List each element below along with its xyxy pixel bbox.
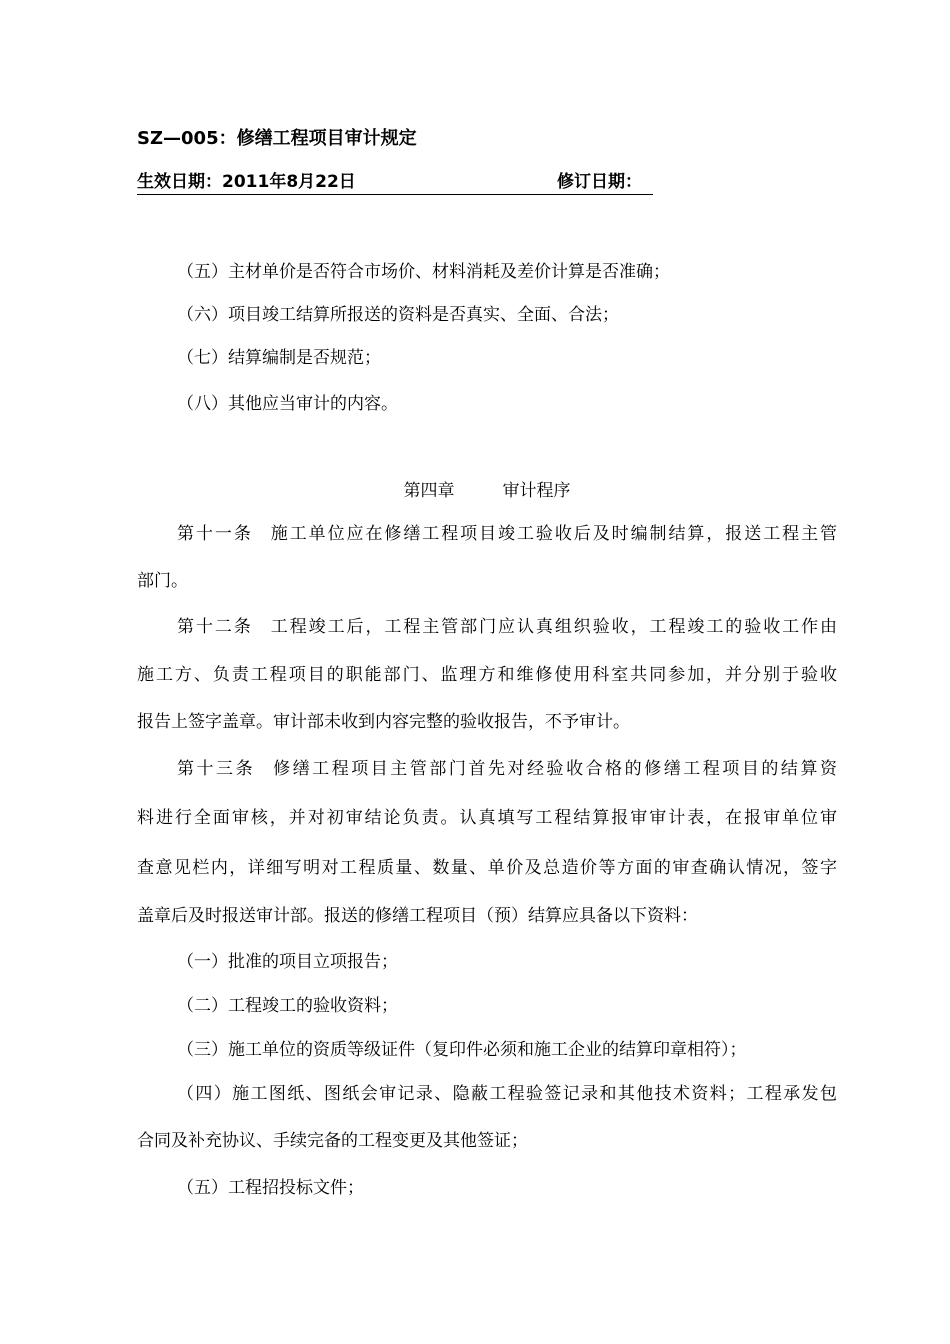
article-12-cont — [137, 661, 837, 689]
list-item-text: （五）工程招投标文件； — [177, 1178, 364, 1198]
document-meta-line — [137, 170, 653, 195]
list-item-cont — [137, 1127, 837, 1155]
chapter-title: 审计程序 — [502, 481, 571, 501]
article-text: 修缮工程项目主管部门首先对经验收合格的修缮工程项目的结算资 — [273, 759, 837, 779]
list-item — [137, 344, 837, 372]
paragraph-line: 料进行全面审核，并对初审结论负责。认真填写工程结算报审审计表，在报审单位审 — [137, 808, 837, 828]
list-item-text: （六）项目竣工结算所报送的资料是否真实、全面、合法； — [177, 305, 619, 325]
article-13 — [137, 755, 837, 783]
list-item — [137, 992, 837, 1020]
list-item-text: （二）工程竣工的验收资料； — [177, 996, 398, 1016]
paragraph-line — [137, 755, 837, 783]
paragraph-line: （四）施工图纸、图纸会审记录、隐蔽工程验签记录和其他技术资料；工程承发包 — [177, 1084, 837, 1104]
paragraph-line: 盖章后及时报送审计部。报送的修缮工程项目（预）结算应具备以下资料： — [137, 906, 698, 926]
article-13-cont — [137, 854, 837, 882]
article-11 — [137, 520, 837, 548]
paragraph-line: 合同及补充协议、手续完备的工程变更及其他签证； — [137, 1131, 528, 1151]
paragraph-line — [137, 520, 837, 548]
article-12 — [137, 613, 837, 641]
list-item — [137, 1080, 837, 1108]
list-item-text: （八）其他应当审计的内容。 — [177, 394, 398, 414]
article-number: 第十三条 — [177, 759, 256, 779]
chapter-heading — [137, 477, 837, 505]
list-item-text: （五）主材单价是否符合市场价、材料消耗及差价计算是否准确； — [177, 262, 670, 282]
chapter-number: 第四章 — [403, 481, 455, 501]
list-item — [137, 258, 837, 286]
article-11-cont — [137, 567, 837, 595]
list-item-text: （七）结算编制是否规范； — [177, 348, 381, 368]
list-item-text: （三）施工单位的资质等级证件（复印件必须和施工企业的结算印章相符）； — [177, 1040, 747, 1060]
list-item — [137, 301, 837, 329]
list-item — [137, 390, 837, 418]
article-text: 工程竣工后，工程主管部门应认真组织验收，工程竣工的验收工作由 — [270, 617, 838, 637]
article-text: 施工单位应在修缮工程项目竣工验收后及时编制结算，报送工程主管 — [270, 524, 838, 544]
document-title: SZ—005：修缮工程项目审计规定 — [137, 128, 417, 149]
article-13-cont — [137, 804, 837, 832]
paragraph-line: 查意见栏内，详细写明对工程质量、数量、单价及总造价等方面的审查确认情况，签字 — [137, 858, 837, 878]
revised-date: 修订日期： — [557, 172, 642, 192]
effective-date: 生效日期：2011年8月22日 — [137, 172, 356, 192]
article-12-cont — [137, 708, 837, 736]
paragraph-line: 施工方、负责工程项目的职能部门、监理方和维修使用科室共同参加，并分别于验收 — [137, 665, 837, 685]
paragraph-line: 部门。 — [137, 571, 188, 591]
article-number: 第十一条 — [177, 524, 253, 544]
list-item — [137, 1036, 837, 1064]
article-number: 第十二条 — [177, 617, 253, 637]
list-item — [137, 948, 837, 976]
list-item — [137, 1174, 837, 1202]
paragraph-line — [137, 613, 837, 641]
paragraph-line: 报告上签字盖章。审计部未收到内容完整的验收报告，不予审计。 — [137, 712, 630, 732]
article-13-cont — [137, 902, 837, 930]
list-item-text: （一）批准的项目立项报告； — [177, 952, 398, 972]
